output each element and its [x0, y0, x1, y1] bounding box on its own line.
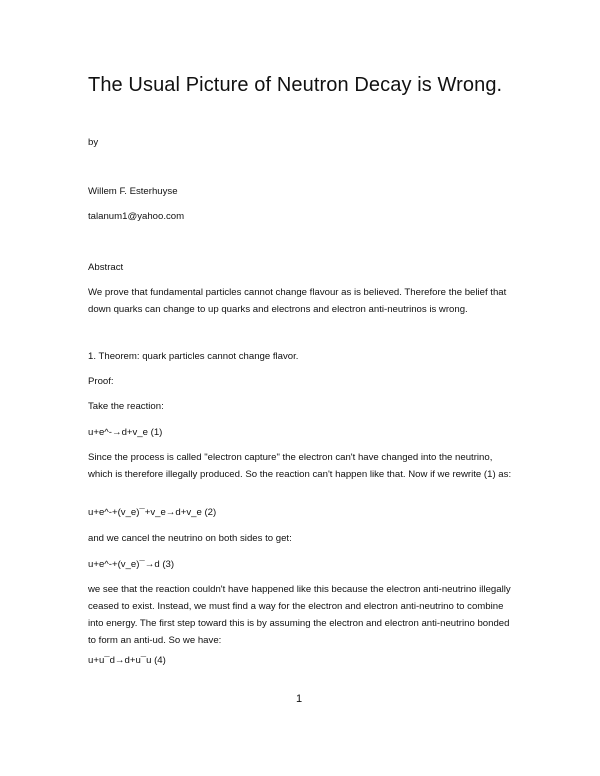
equation-2: u+e^-+(v_e)¯+v_e→d+v_e (2)	[88, 507, 217, 518]
section-heading: 1. Theorem: quark particles cannot change flavor.	[88, 351, 299, 362]
proof-label: Proof:	[88, 376, 114, 387]
byline: by	[88, 137, 99, 148]
paragraph-3: we see that the reaction couldn't have happened like this because the electron anti-neutrino illegally ceased to exist. Instead, we must find a way for the electron and electron anti-neutrino to combine into energy. The first step toward this is by assuming the electron and electron anti-neutrino bonded to form an anti-ud. So we have:	[88, 584, 511, 646]
paragraph-1: Since the process is called "electron capture" the electron can't have changed into the neutrino, which is therefore illegally produced. So the reaction can't happen like that. Now if we rewrite (1) as:	[88, 452, 512, 480]
equation-3: u+e^-+(v_e)¯→d (3)	[88, 559, 175, 570]
author-name: Willem F. Esterhuyse	[88, 186, 178, 197]
equation-1: u+e^-→d+v_e (1)	[88, 427, 163, 438]
paragraph-2: and we cancel the neutrino on both sides to get:	[88, 533, 292, 544]
equation-4: u+u¯d→d+u¯u (4)	[88, 655, 166, 666]
paper-title: The Usual Picture of Neutron Decay is Wrong.	[88, 74, 503, 96]
take-reaction-text: Take the reaction:	[88, 401, 164, 412]
abstract-heading: Abstract	[88, 262, 124, 273]
page-number: 1	[296, 693, 303, 705]
author-email: talanum1@yahoo.com	[88, 211, 185, 222]
abstract-text: We prove that fundamental particles cannot change flavour as is believed. Therefore the belief that down quarks can change to up quarks and electrons and electron anti-neutrinos is wrong.	[88, 287, 507, 315]
